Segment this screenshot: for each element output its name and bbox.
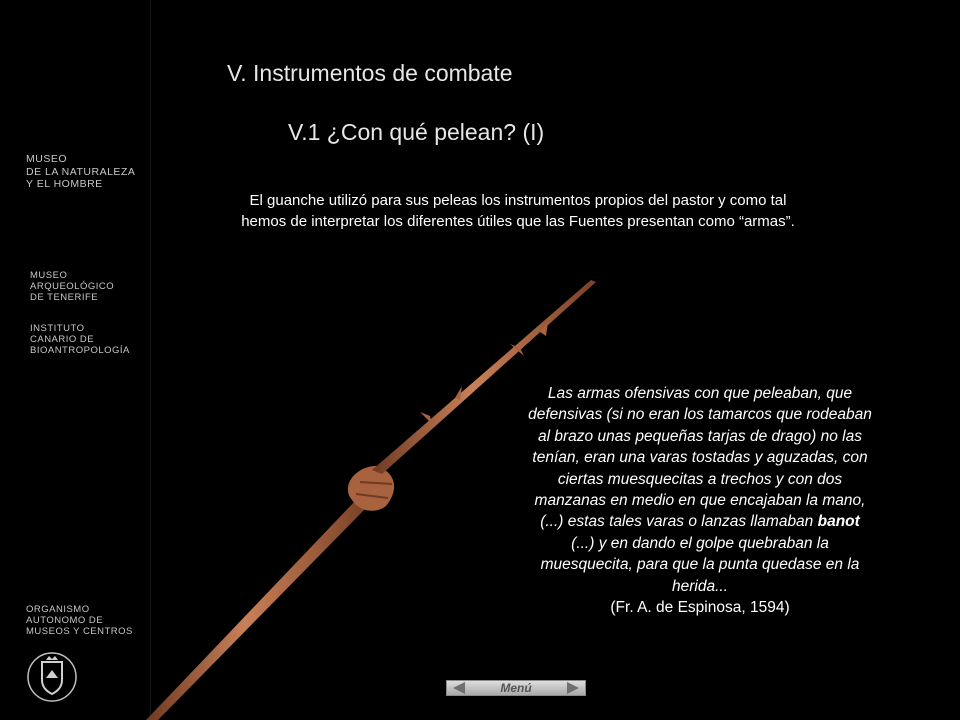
quote-line: tenían, eran una varas tostadas y aguzadas, con (532, 449, 868, 467)
quote-line: muesquecita, para que la punta quedase en la (540, 556, 860, 574)
quote-text: (...) estas tales varas o lanzas llamaban (540, 513, 818, 531)
intro-paragraph: El guanche utilizó para sus peleas los instrumentos propios del pastor y como tal hemos de interpretar los diferentes útiles que las Fuentes presentan como “armas”. (241, 192, 795, 230)
quote-keyword-banot: banot (817, 513, 860, 531)
logo-line: Y EL HOMBRE (26, 178, 103, 190)
logo-line: AUTONOMO DE (26, 615, 104, 626)
cabildo-seal-icon (26, 648, 78, 706)
logo-line: MUSEO (26, 153, 68, 165)
page-title: V. Instrumentos de combate (227, 60, 513, 86)
quote-line: manzanas en medio en que encajaban la mano, (534, 492, 866, 510)
quote-citation: (Fr. A. de Espinosa, 1594) (610, 599, 790, 617)
quote-line: defensivas (si no eran los tamarcos que rodeaban (528, 406, 872, 424)
logo-line: CANARIO DE (30, 334, 95, 345)
logo-line: ORGANISMO (26, 604, 90, 615)
logo-line: BIOANTROPOLOGÍA (30, 345, 130, 356)
section-subtitle: V.1 ¿Con qué pelean? (I) (288, 119, 545, 145)
logo-line: DE TENERIFE (30, 292, 99, 303)
quote-line: al brazo unas pequeñas tarjas de drago) no las (538, 427, 862, 445)
logo-line: DE LA NATURALEZA (26, 165, 136, 178)
next-arrow-icon[interactable] (567, 682, 579, 694)
logo-line: INSTITUTO (30, 323, 85, 334)
quote-line: herida... (671, 577, 728, 595)
logo-line: ARQUEOLÓGICO (30, 281, 115, 292)
menu-button[interactable]: Menú (500, 681, 532, 695)
museo-naturaleza-logo (26, 153, 135, 191)
navigation-bar (446, 680, 586, 696)
museo-arqueologico-logo (30, 270, 114, 303)
quote-line: ciertas muesquecitas a trechos y con dos (557, 470, 843, 488)
quote-line: Las armas ofensivas con que peleaban, que (547, 385, 853, 402)
quote-line: (...) y en dando el golpe quebraban la (571, 534, 829, 552)
logo-line: MUSEO (30, 270, 68, 281)
quote-line (490, 511, 910, 532)
instituto-logo (30, 323, 130, 356)
organismo-logo (26, 604, 133, 637)
espinosa-quote (490, 383, 910, 618)
logo-line: MUSEOS Y CENTROS (26, 626, 133, 637)
previous-arrow-icon[interactable] (453, 682, 465, 694)
